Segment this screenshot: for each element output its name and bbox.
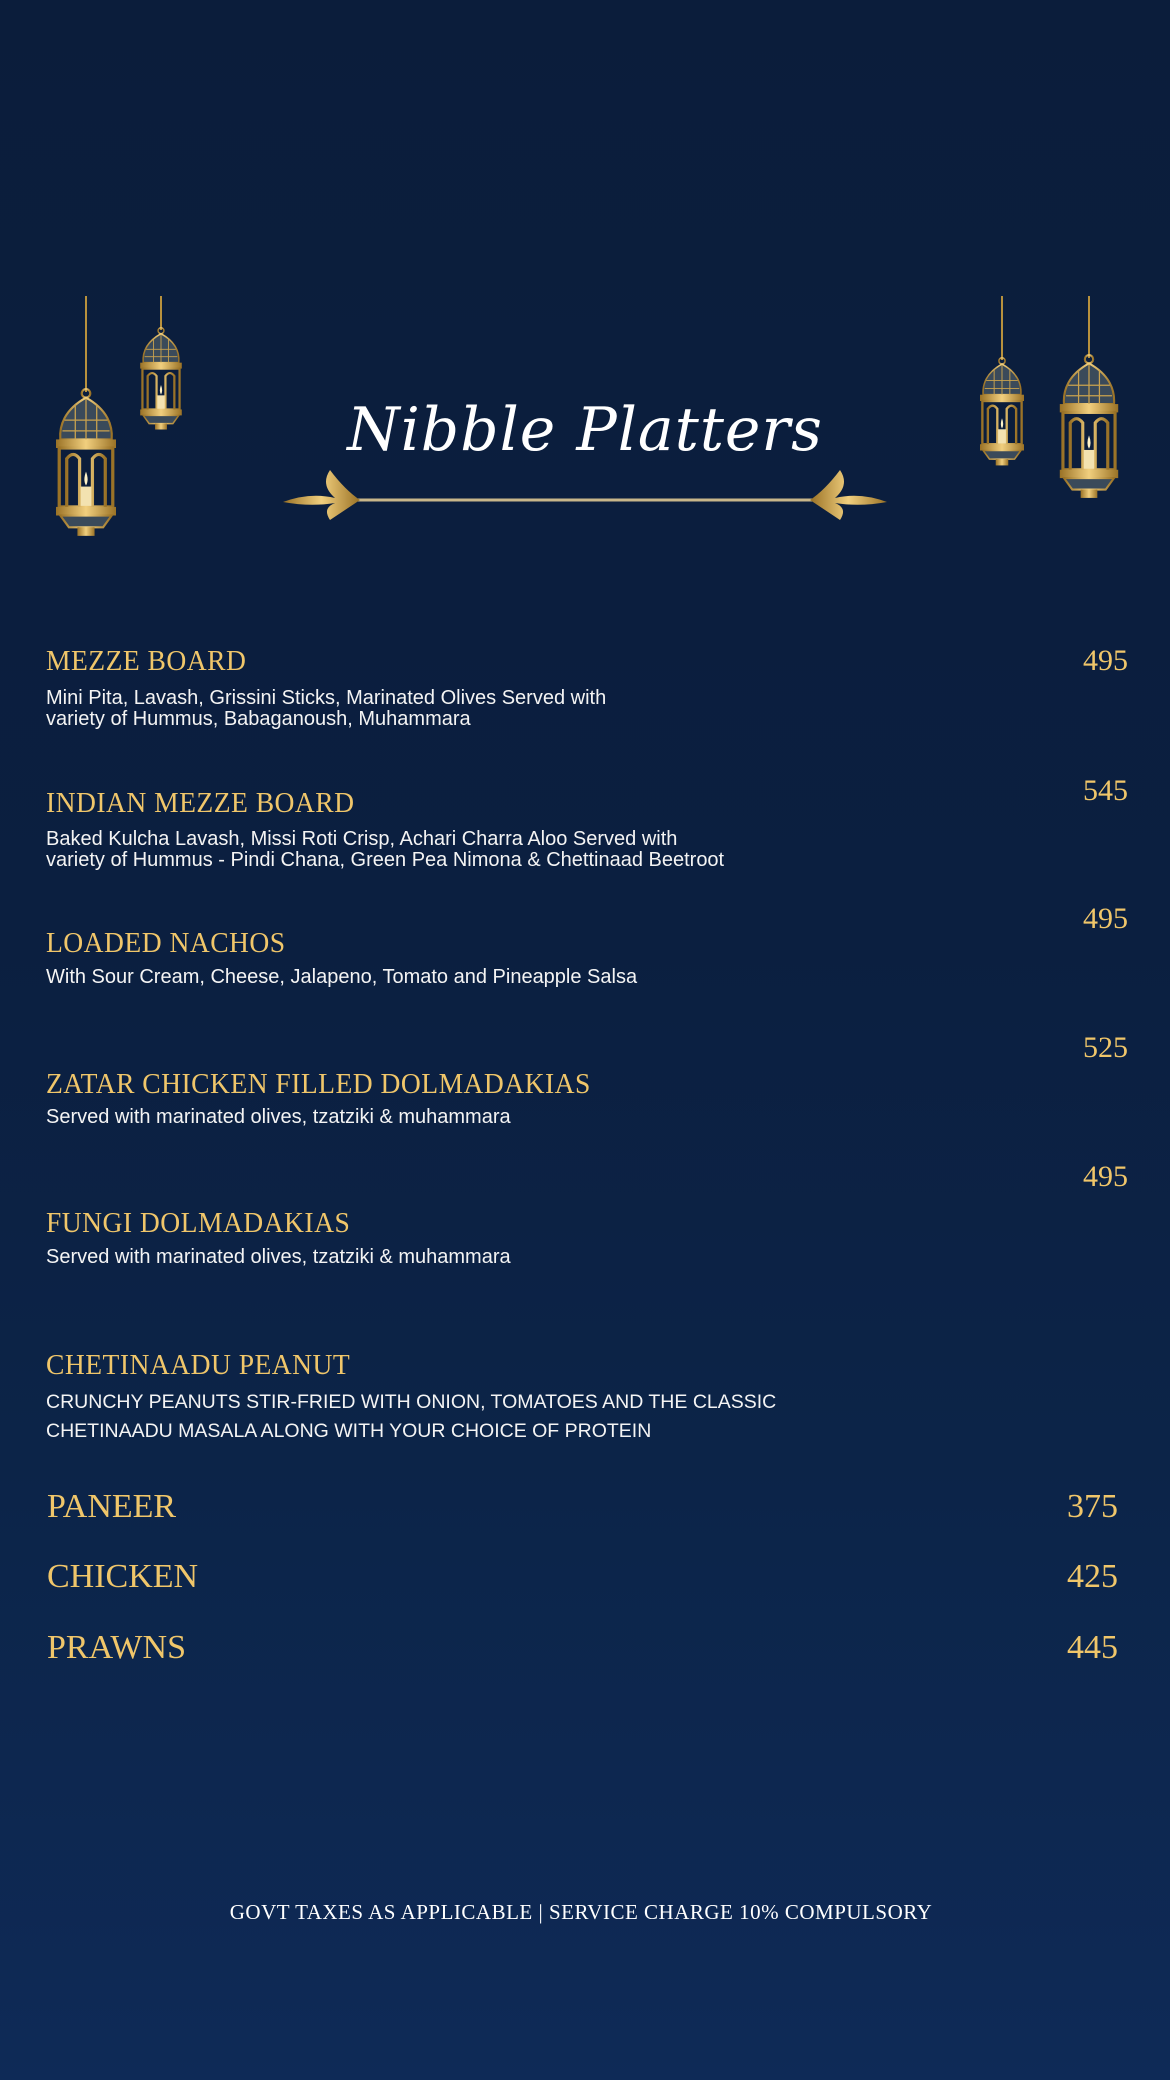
item-price: 495 bbox=[1083, 644, 1128, 677]
item-name: FUNGI DOLMADAKIAS bbox=[46, 1207, 351, 1239]
item-description: Served with marinated olives, tzatziki & muhammara bbox=[46, 1106, 511, 1128]
item-name: LOADED NACHOS bbox=[46, 927, 286, 959]
ornament-divider bbox=[283, 470, 887, 520]
item-price: 545 bbox=[1083, 774, 1128, 807]
item-name: ZATAR CHICKEN FILLED DOLMADAKIAS bbox=[46, 1068, 591, 1100]
option-name: PANEER bbox=[47, 1488, 177, 1525]
item-description: variety of Hummus, Babaganoush, Muhammara bbox=[46, 708, 471, 730]
item-name: INDIAN MEZZE BOARD bbox=[46, 787, 355, 819]
item-description: With Sour Cream, Cheese, Jalapeno, Tomato and Pineapple Salsa bbox=[46, 966, 638, 988]
item-description: CRUNCHY PEANUTS STIR-FRIED WITH ONION, TOMATOES AND THE CLASSIC bbox=[46, 1391, 777, 1413]
option-price: 425 bbox=[1067, 1558, 1118, 1595]
page-title: Nibble Platters bbox=[347, 395, 823, 465]
option-name: PRAWNS bbox=[47, 1629, 186, 1666]
footer-note: GOVT TAXES AS APPLICABLE | SERVICE CHARGE 10% COMPULSORY bbox=[229, 1900, 933, 1924]
item-description: Served with marinated olives, tzatziki & muhammara bbox=[46, 1246, 511, 1268]
item-name: CHETINAADU PEANUT bbox=[46, 1349, 351, 1381]
item-description: CHETINAADU MASALA ALONG WITH YOUR CHOICE OF PROTEIN bbox=[46, 1420, 652, 1442]
item-description: Baked Kulcha Lavash, Missi Roti Crisp, Achari Charra Aloo Served with bbox=[46, 828, 678, 850]
option-price: 445 bbox=[1067, 1629, 1118, 1666]
item-description: Mini Pita, Lavash, Grissini Sticks, Marinated Olives Served with bbox=[46, 687, 607, 709]
item-price: 495 bbox=[1083, 902, 1128, 935]
item-description: variety of Hummus - Pindi Chana, Green Pea Nimona & Chettinaad Beetroot bbox=[46, 849, 725, 871]
item-price: 495 bbox=[1083, 1160, 1128, 1193]
item-price: 525 bbox=[1083, 1031, 1128, 1064]
option-name: CHICKEN bbox=[47, 1558, 199, 1595]
option-price: 375 bbox=[1067, 1488, 1118, 1525]
item-name: MEZZE BOARD bbox=[46, 645, 247, 677]
header-decoration bbox=[0, 0, 1170, 560]
